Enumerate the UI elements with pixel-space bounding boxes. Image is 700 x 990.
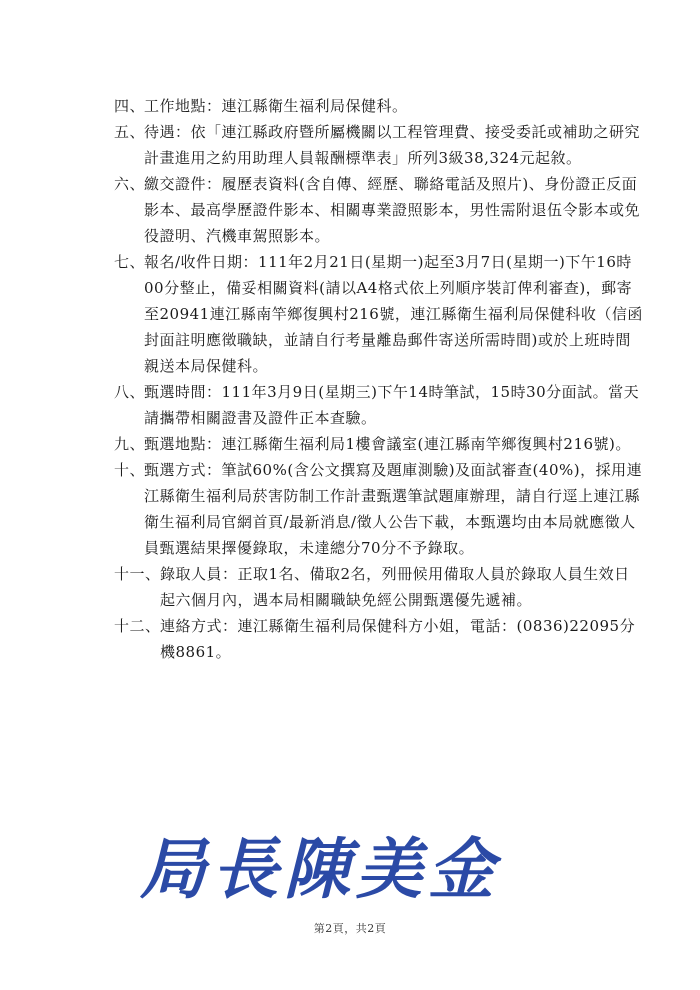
item-number: 七、 bbox=[114, 253, 146, 271]
item-number: 五、 bbox=[114, 123, 146, 141]
list-item bbox=[114, 561, 644, 613]
item-text: 待遇：依「連江縣政府暨所屬機關以工程管理費、接受委託或補助之研究計畫進用之約用助理人員報酬標準表」所列3級38,324元起敘。 bbox=[144, 123, 641, 167]
item-number: 六、 bbox=[114, 175, 146, 193]
list-item bbox=[114, 171, 644, 249]
signature-text: 局長陳美金 bbox=[140, 830, 500, 908]
item-text: 甄選方式：筆試60%(含公文撰寫及題庫測驗)及面試審查(40%)，採用連江縣衛生福利局菸害防制工作計畫甄選筆試題庫辦理，請自行逕上連江縣衛生福利局官網首頁/最新消息/徵人公告下載，本甄選均由本局就應徵人員甄選結果擇優錄取，未達總分70分不予錄取。 bbox=[144, 461, 643, 557]
item-text: 報名/收件日期：111年2月21日(星期一)起至3月7日(星期一)下午16時00分整止，備妥相關資料(請以A4格式依上列順序裝訂俾利審查)，郵寄至20941連江縣南竿鄉復興村216號，連江縣衛生福利局保健科收（信函封面註明應徵職缺，並請自行考量離島郵件寄送所需時間)或於上班時間親送本局保健科。 bbox=[144, 253, 643, 375]
list-item bbox=[114, 119, 644, 171]
list-item bbox=[114, 431, 644, 457]
item-text: 甄選時間：111年3月9日(星期三)下午14時筆試，15時30分面試。當天請攜帶相關證書及證件正本查驗。 bbox=[144, 383, 640, 427]
signature-stamp bbox=[140, 818, 560, 910]
item-text: 錄取人員：正取1名、備取2名，列冊候用備取人員於錄取人員生效日起六個月內，遇本局相關職缺免經公開甄選優先遞補。 bbox=[160, 565, 630, 609]
item-number: 十、 bbox=[114, 461, 146, 479]
item-number: 八、 bbox=[114, 383, 146, 401]
item-number: 九、 bbox=[114, 435, 146, 453]
item-text: 甄選地點：連江縣衛生福利局1樓會議室(連江縣南竿鄉復興村216號)。 bbox=[144, 435, 631, 453]
item-text: 連絡方式：連江縣衛生福利局保健科方小姐，電話：(0836)22095分機8861。 bbox=[160, 617, 636, 661]
list-item bbox=[114, 613, 644, 665]
list-item bbox=[114, 93, 644, 119]
list-item bbox=[114, 379, 644, 431]
item-text: 繳交證件：履歷表資料(含自傳、經歷、聯絡電話及照片)、身份證正反面影本、最高學歷證件影本、相關專業證照影本，男性需附退伍令影本或免役證明、汽機車駕照影本。 bbox=[144, 175, 641, 245]
item-number: 四、 bbox=[114, 97, 146, 115]
list-item bbox=[114, 249, 644, 379]
page-number: 第2頁，共2頁 bbox=[313, 922, 387, 935]
item-number: 十二、 bbox=[114, 617, 161, 635]
list-item bbox=[114, 457, 644, 561]
document-body bbox=[114, 93, 644, 665]
item-number: 十一、 bbox=[114, 565, 161, 583]
item-text: 工作地點：連江縣衛生福利局保健科。 bbox=[144, 97, 408, 115]
